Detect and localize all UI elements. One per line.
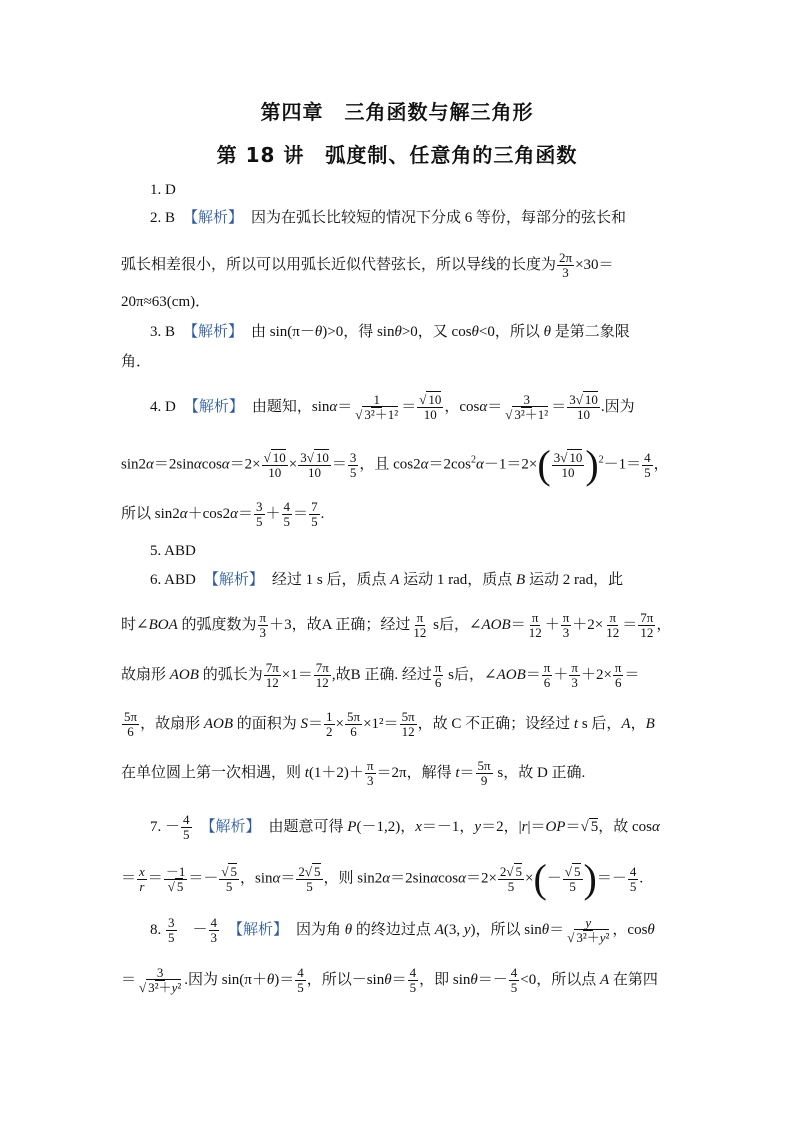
answer-2-line2: 弧长相差很小，所以可以用弧长近似代替弦长，所以导线的长度为 $\frac{2\pi}{3}$ ×30＝ — [121, 250, 614, 280]
answer-6-line5: 在单位圆上第一次相遇，则 t(1＋2)＋ $\frac{\pi}{3}$ ＝2π，解得 t＝ $\frac{5\pi}{9}$ s，故 D 正确. — [121, 758, 586, 788]
answer-7-line2: ＝ $\frac{x}{r}$ ＝ $\frac{-1}{√ 5}$ ＝－ $\frac{√ 5}{5}$ ，sinα＝ $\frac{2√ 5}{5}$ ，则 sin2α＝2sinαcosα＝2× $\frac{2√ 5}{5}$ ×(－ $\frac{√ 5}{5}$ )＝－ $\frac{4}{5}$ . — [121, 856, 644, 901]
answer-6-line3: 故扇形 AOB 的弧长为 $\frac{7\pi}{12}$ ×1＝ $\frac{7\pi}{12}$ ,故B 正确. 经过 $\frac{\pi}{6}$ s后，∠AOB＝ $\frac{\pi}{6}$ ＋ $\frac{\pi}{3}$ ＋2× $\frac{\pi}{6}$ ＝ — [121, 660, 640, 690]
answer-5: 5. ABD — [150, 543, 196, 559]
answer-7: 7. － $\frac{4}{5}$ 【解析】 由题意可得 P(－1,2)，x＝－1，y＝2，|r|＝OP＝√ 5，故 cosα — [150, 812, 660, 842]
lesson-title: 第 18 讲 弧度制、任意角的三角函数 — [216, 143, 578, 167]
chapter-title: 第四章 三角函数与解三角形 — [260, 100, 534, 124]
answer-6-line4: $\frac{5\pi}{6}$ ，故扇形 AOB 的面积为 S＝ $\frac{1}{2}$ × $\frac{5\pi}{6}$ ×1²＝ $\frac{5\pi}{12}$ ，故 C 不正确；设经过 t s 后，A，B — [124, 709, 655, 739]
answer-2: 2. B 【解析】 因为在弧长比较短的情况下分成 6 等份，每部分的弦长和 — [150, 210, 627, 226]
answer-4-line2: sin2α＝2sinαcosα＝2× $\frac{√ 10}{10}$ × $\frac{3√ 10}{10}$ ＝ $\frac{3}{5}$ ，且 $\cos 2\alpha=2\cos^2\alpha-1=2\times$( $\frac{3√ 10}{10}$ )$^2$－1＝ $\frac{4}{5}$ ， — [121, 442, 669, 487]
answer-4: 4. D 【解析】 由题知，sinα＝ $\frac{1}{\text{√ 3²＋1²}}$ ＝ $\frac{√ 10}{10}$ ，cosα＝ $\frac{3}{\text{√ 3²＋1²}}$ ＝ $\frac{3√ 10}{10}$ .因为 — [150, 392, 635, 422]
answer-3: 3. B 【解析】 由 sin(π－θ)>0，得 sinθ>0，又 cosθ<0，所以 θ 是第二象限 — [150, 324, 630, 340]
answer-6: 6. ABD 【解析】 经过 1 s 后，质点 A 运动 1 rad，质点 B 运动 2 rad，此 — [150, 572, 624, 588]
answer-3-line2: 角． — [121, 354, 152, 370]
answer-4-line3: 所以 sin2α＋cos2α＝ $\frac{3}{5}$ ＋ $\frac{4}{5}$ ＝ $\frac{7}{5}$ . — [121, 499, 325, 529]
answer-8: 8. $\frac{3}{5}$ － $\frac{4}{3}$ 【解析】 因为角 θ 的终边过点 A(3, y)，所以 sinθ＝ $\frac{y}{\text{√ 3²＋y²}}$ ，cosθ — [150, 915, 655, 945]
answer-2-line3: 20π≈63(cm)． — [121, 294, 211, 310]
answer-6-line2: 时∠BOA 的弧度数为 $\frac{\pi}{3}$ ＋3，故A 正确；经过 $\frac{\pi}{12}$ s后，∠AOB＝ $\frac{\pi}{12}$ ＋ $\frac{\pi}{3}$ ＋2× $\frac{\pi}{12}$ ＝ $\frac{7\pi}{12}$ ， — [121, 610, 672, 640]
answer-1: 1. D — [150, 182, 176, 198]
answer-8-line2: ＝ $\frac{3}{\text{√ 3²＋y²}}$ .因为 sin(π＋θ)＝ $\frac{4}{5}$ ，所以－sinθ＝ $\frac{4}{5}$ ，即 sinθ＝－ $\frac{4}{5}$ <0，所以点 A 在第四 — [121, 965, 658, 995]
